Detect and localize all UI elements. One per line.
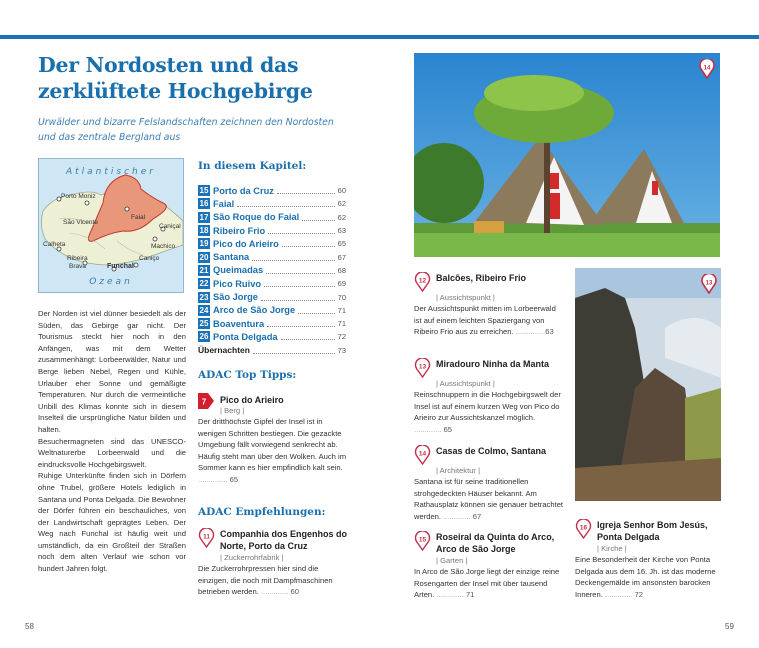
map-pin-icon (414, 445, 431, 465)
svg-text:13: 13 (418, 363, 427, 371)
map-label: Funchal (107, 263, 134, 270)
recommendation-entry[interactable] (414, 358, 564, 435)
top-tipp-entry[interactable] (198, 391, 348, 486)
map-pin-icon (575, 519, 592, 539)
chapter-item-page: 73 (337, 345, 346, 355)
entry-description: Santana ist für seine traditionellen strohgedeckten Häuser bekannt. Am Rathausplatz können sie genauer betrachtet werden. ............. 67 (414, 477, 564, 521)
map-pin-icon (198, 528, 215, 548)
chapter-item-name: Übernachten (198, 345, 250, 356)
chapter-item-page: 65 (337, 239, 346, 249)
entry-category: | Garten | (436, 556, 468, 565)
map-pin-icon (699, 59, 715, 79)
map-label: Caniço (139, 255, 160, 262)
leader-dots (282, 240, 335, 247)
entry-category: | Zuckerrohrfabrik | (220, 553, 284, 562)
chapter-number-badge: 17 (199, 212, 209, 222)
chapter-number-badge: 20 (199, 252, 209, 262)
chapter-number-badge: 23 (199, 292, 209, 302)
entry-description: Der dritthöchste Gipfel der Insel ist in wenigen Schritten bestiegen. Die gezackte Umgebung fällt vorwiegend senkrecht ab. Häufig steht man über den Wolken. Auch im Sommer kann es hier empfindlich kalt sein. .............. 65 (198, 417, 347, 484)
svg-text:7: 7 (201, 397, 207, 407)
empfehlungen-heading: ADAC Empfehlungen: (198, 506, 326, 518)
entry-name: Igreja Senhor Bom Jesús, Ponta Delgada (597, 520, 708, 542)
entry-description: Die Zuckerrohrpressen hier sind die einzigen, die noch mit Dampfmaschinen betrieben werden. ............. 60 (198, 564, 333, 597)
map-pin-icon (414, 531, 431, 551)
chapter-list-item[interactable] (198, 277, 346, 290)
map-pin-icon (701, 274, 717, 294)
entry-description: Der Aussichtspunkt mitten im Lorbeerwald ist auf einem leichten Spaziergang von Ribeiro Frio aus zu erreichen. ............. 63 (414, 304, 556, 337)
subtitle: Urwälder und bizarre Felslandschaften zeichnen den Nordosten und das zentrale Bergland aus (38, 117, 334, 143)
leader-dots (252, 254, 334, 261)
chapter-number-badge: 21 (199, 265, 209, 275)
sea-label-top: Atlantischer (65, 167, 156, 177)
entry-name: Roseiral da Quinta do Arco, Arco de São Jorge (436, 532, 555, 554)
page-number-left: 58 (25, 622, 34, 631)
intro-paragraph: Besuchermagneten sind das UNESCO-Weltnaturerbe Lorbeerwald und die eindrucksvolle Hochgebirgswelt. (38, 436, 186, 469)
chapter-item-page: 62 (337, 199, 346, 209)
chapter-number-badge: 18 (199, 226, 209, 236)
top-rule (0, 35, 759, 39)
leader-dots (264, 280, 335, 287)
chapter-item-page: 72 (337, 332, 346, 342)
entry-description: Reinschnuppern in die Hochgebirgswelt der Insel ist auf einem kurzen Weg von Pico do Arieiro zur Aussichtskanzel möglich. ............. 65 (414, 390, 561, 434)
leader-dots (267, 320, 335, 327)
recommendation-entry[interactable] (414, 272, 564, 338)
recommendation-entry[interactable] (575, 519, 725, 600)
chapter-number-badge: 22 (199, 279, 209, 289)
chapter-list (198, 184, 346, 357)
leader-dots (281, 333, 335, 340)
map-label: São Vicente (63, 219, 98, 226)
title-line-2: zerklüftete Hochgebirge (38, 79, 313, 103)
chapter-item-name: Pico do Arieiro (213, 238, 279, 249)
svg-text:16: 16 (579, 524, 588, 532)
chapter-item-name: Santana (213, 252, 250, 263)
chapter-item-page: 70 (337, 292, 346, 302)
chapter-list-item[interactable] (198, 224, 346, 237)
chapter-item-page: 67 (337, 252, 346, 262)
photo-casas-de-colmo (414, 53, 720, 257)
leader-dots (277, 187, 335, 194)
entry-category: | Architektur | (436, 466, 481, 475)
svg-text:14: 14 (418, 450, 427, 458)
chapter-item-name: Ponta Delgada (213, 331, 278, 342)
chapter-item-name: Boaventura (213, 318, 265, 329)
entry-category: | Aussichtspunkt | (436, 293, 495, 302)
chapter-item-page: 62 (337, 212, 346, 222)
map-label: Brava (69, 263, 86, 270)
svg-text:14: 14 (703, 65, 711, 72)
entry-category: | Kirche | (597, 544, 627, 553)
chapter-list-item[interactable] (198, 264, 346, 277)
region-map (38, 158, 184, 293)
chapter-list-item[interactable] (198, 211, 346, 224)
chapter-list-item[interactable] (198, 304, 346, 317)
leader-dots (266, 267, 335, 274)
leader-dots (298, 307, 335, 314)
entry-name: Companhia dos Engenhos do Norte, Porto da Cruz (220, 529, 348, 551)
leader-dots (302, 214, 334, 221)
entry-category: | Berg | (220, 406, 245, 415)
chapter-list-item[interactable] (198, 317, 346, 330)
leader-dots (261, 294, 335, 301)
leader-dots (237, 200, 334, 207)
recommendation-entry[interactable] (414, 445, 564, 522)
intro-paragraph: Der Norden ist viel dünner besiedelt als der Süden, das Gebirge gar nicht. Der Tourismus steckt hier noch in den Anfängen, was mit dem Wetter zusammenhängt: Lorbeerwälder, Natur und Berge lieben Nebel, Regen und Kühle, Urlauber eher Sonne und gemäßigte Temperaturen. Nur durch die vermeintliche Unbill des Klimas konnte sich in diesem Inselteil die ursprüngliche Natur bilden und halten. (38, 309, 186, 434)
chapter-heading: In diesem Kapitel: (198, 160, 307, 172)
chapter-item-page: 69 (337, 279, 346, 289)
chapter-number-badge: 19 (199, 239, 209, 249)
leader-dots (268, 227, 334, 234)
top-tipps-heading: ADAC Top Tipps: (198, 369, 297, 381)
chapter-list-item[interactable] (198, 184, 346, 197)
chapter-number-badge: 15 (199, 186, 209, 196)
chapter-list-item[interactable] (198, 330, 346, 343)
chapter-item-name: Pico Ruivo (213, 278, 262, 289)
recommendation-entry[interactable] (414, 531, 564, 601)
page-number-right: 59 (725, 622, 734, 631)
chapter-list-item-uebernachten[interactable] (198, 344, 346, 357)
chapter-number-badge: 26 (199, 332, 209, 342)
svg-text:15: 15 (418, 536, 427, 544)
top-tipp-arrow-icon (198, 391, 215, 411)
intro-paragraph: Ruhige Unterkünfte finden sich in Dörfern ohne Trubel, größere Hotels lediglich in Santana und Ponta Delgada. Die Bewohner der Dörfer führen ein beschauliches, von der Landwirtschaft geprägtes Leben. Der Weg nach Funchal ist häufig weit und umständlich, da ein Großteil der Straßen noch dem alten Verlauf wie schon vor hundert Jahren folgt. (38, 471, 186, 574)
chapter-item-name: Ribeiro Frio (213, 225, 266, 236)
chapter-list-item[interactable] (198, 197, 346, 210)
photo-miradouro (575, 268, 721, 501)
chapter-item-page: 60 (337, 186, 346, 196)
page-title (38, 52, 313, 104)
chapter-item-page: 71 (337, 319, 346, 329)
entry-name: Balcões, Ribeiro Frio (436, 273, 527, 283)
chapter-item-name: Queimadas (213, 265, 264, 276)
map-pin-icon (414, 272, 431, 292)
map-label: Faial (131, 214, 146, 221)
chapter-item-page: 71 (337, 305, 346, 315)
chapter-item-name: Faial (213, 198, 235, 209)
entry-name: Casas de Colmo, Santana (436, 446, 547, 456)
chapter-list-item[interactable] (198, 290, 346, 303)
intro-text (38, 308, 186, 575)
entry-name: Miradouro Ninha da Manta (436, 359, 550, 369)
chapter-number-badge: 16 (199, 199, 209, 209)
chapter-item-name: Porto da Cruz (213, 185, 274, 196)
chapter-number-badge: 25 (199, 319, 209, 329)
map-label: Machico (151, 243, 176, 250)
chapter-item-name: Arco de São Jorge (213, 305, 296, 316)
chapter-item-name: São Jorge (213, 292, 258, 303)
map-pin-icon (414, 358, 431, 378)
entry-category: | Aussichtspunkt | (436, 379, 495, 388)
chapter-list-item[interactable] (198, 237, 346, 250)
map-label: Porto Moniz (61, 193, 96, 200)
chapter-list-item[interactable] (198, 250, 346, 263)
chapter-number-badge: 24 (199, 305, 209, 315)
title-line-1: Der Nordosten und das (38, 53, 299, 77)
entry-description: Eine Besonderheit der Kirche von Ponta Delgada aus dem 16. Jh. ist das moderne Deckengemälde im ansonsten barocken Inneren. ............. 72 (575, 555, 716, 599)
chapter-item-name: São Roque do Faial (213, 212, 300, 223)
svg-text:13: 13 (705, 280, 713, 287)
map-label: Ribeira (67, 255, 88, 262)
svg-text:12: 12 (418, 277, 427, 285)
chapter-item-page: 68 (337, 265, 346, 275)
leader-dots (253, 347, 335, 354)
entry-name: Pico do Arieiro (220, 395, 284, 405)
entry-description: In Arco de São Jorge liegt der einzige reine Rosengarten der Insel mit über tausend Arten. ............. 71 (414, 567, 560, 600)
chapter-item-page: 63 (337, 226, 346, 236)
sea-label-bottom: Ozean (89, 277, 133, 287)
recommendation-entry[interactable] (198, 528, 348, 598)
map-label: Caniçal (159, 223, 181, 230)
map-label: Calheta (43, 241, 66, 248)
svg-text:11: 11 (203, 533, 210, 541)
